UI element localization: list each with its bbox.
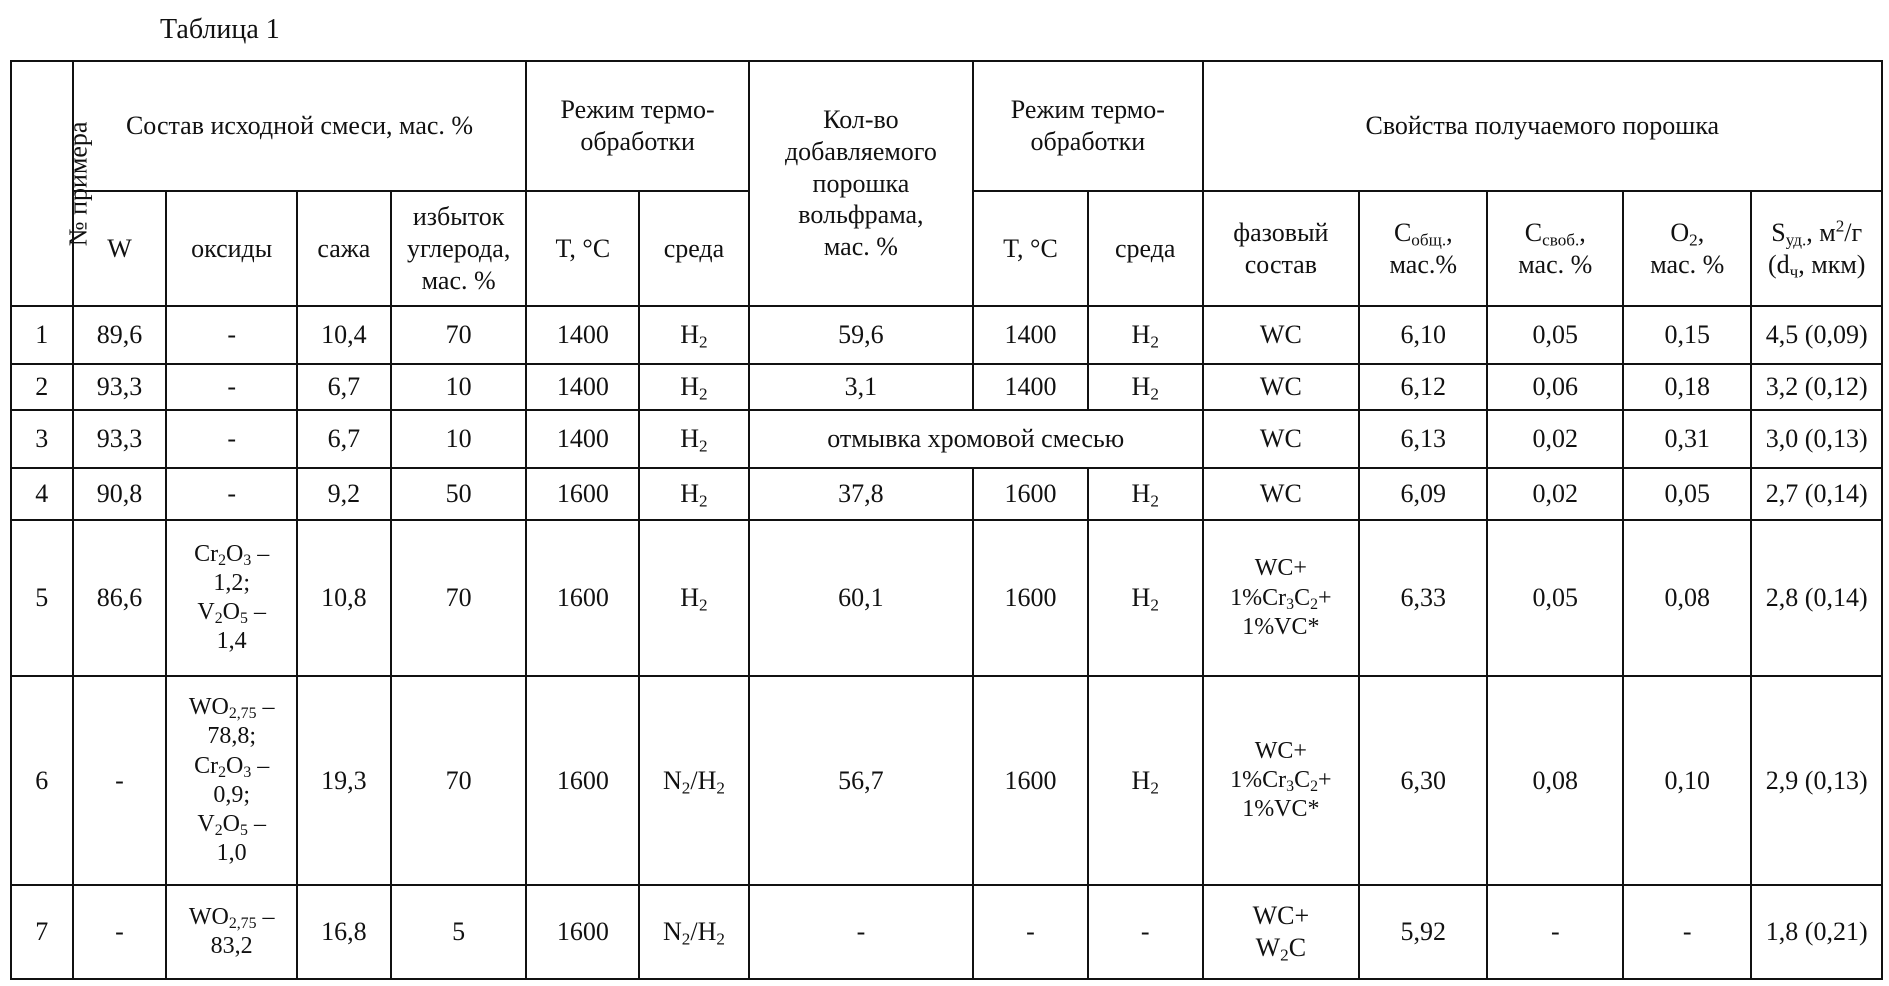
cell-w: 89,6 [73, 306, 167, 363]
cell-env2: $H_2$ [1088, 520, 1203, 676]
cell-ssa: 3,0 (0,13) [1751, 410, 1882, 467]
cell-env1: $N_2/H_2$ [639, 676, 749, 885]
cell-tungsten: 3,1 [749, 364, 973, 411]
cell-phase: WC [1203, 306, 1360, 363]
cell-w: - [73, 885, 167, 979]
cell-phase: WC [1203, 364, 1360, 411]
header-soot: сажа [297, 191, 391, 306]
cell-soot: 19,3 [297, 676, 391, 885]
cell-num: 1 [11, 306, 73, 363]
cell-ctot: 6,30 [1359, 676, 1487, 885]
header-env1: среда [639, 191, 749, 306]
cell-tungsten: 56,7 [749, 676, 973, 885]
header-env2: среда [1088, 191, 1203, 306]
cell-env2: $H_2$ [1088, 364, 1203, 411]
cell-excess: 5 [391, 885, 527, 979]
cell-env1: $H_2$ [639, 468, 749, 520]
cell-env1: $H_2$ [639, 364, 749, 411]
cell-w: 93,3 [73, 364, 167, 411]
cell-oxides: - [166, 468, 296, 520]
cell-cfree: 0,02 [1487, 468, 1623, 520]
header-t1: T, °C [526, 191, 639, 306]
cell-w: 86,6 [73, 520, 167, 676]
table-row [11, 676, 1882, 885]
cell-o2: - [1623, 885, 1751, 979]
table-row [11, 364, 1882, 411]
header-ssa: $S_{уд.}$, $м^2/г$ ($d_ч$, мкм) [1751, 191, 1882, 306]
header-num [11, 61, 93, 306]
cell-o2: 0,31 [1623, 410, 1751, 467]
cell-ctot: 6,33 [1359, 520, 1487, 676]
cell-ctot: 6,12 [1359, 364, 1487, 411]
cell-o2: 0,10 [1623, 676, 1751, 885]
cell-t1: 1400 [526, 410, 639, 467]
header-row-1 [11, 61, 1882, 191]
cell-phase: WC+ $W_2C$ [1203, 885, 1360, 979]
cell-oxides: - [166, 364, 296, 411]
cell-t2: 1400 [973, 364, 1088, 411]
cell-t2: 1600 [973, 520, 1088, 676]
cell-ssa: 2,7 (0,14) [1751, 468, 1882, 520]
cell-t1: 1400 [526, 306, 639, 363]
cell-env2: $H_2$ [1088, 676, 1203, 885]
cell-phase: WC [1203, 468, 1360, 520]
cell-t1: 1400 [526, 364, 639, 411]
cell-ctot: 6,10 [1359, 306, 1487, 363]
cell-num: 6 [11, 676, 73, 885]
header-heat2: Режим термо- обработки [973, 61, 1203, 191]
header-num-label: № примера [63, 121, 93, 246]
cell-ssa: 2,8 (0,14) [1751, 520, 1882, 676]
cell-excess: 10 [391, 364, 527, 411]
cell-phase: WC+ $1\%Cr_3C_2+$ 1%VC* [1203, 676, 1360, 885]
cell-soot: 6,7 [297, 364, 391, 411]
cell-excess: 70 [391, 306, 527, 363]
table-row [11, 410, 1882, 467]
header-composition: Состав исходной смеси, мас. % [73, 61, 527, 191]
cell-w: 93,3 [73, 410, 167, 467]
header-ctot: $С_{общ.}$, мас.% [1359, 191, 1487, 306]
cell-t1: 1600 [526, 520, 639, 676]
cell-ssa: 2,9 (0,13) [1751, 676, 1882, 885]
cell-t2: 1400 [973, 306, 1088, 363]
cell-oxides: - [166, 410, 296, 467]
cell-cfree: 0,05 [1487, 306, 1623, 363]
cell-env1: $H_2$ [639, 306, 749, 363]
cell-excess: 70 [391, 676, 527, 885]
cell-oxides: - [166, 306, 296, 363]
header-heat1: Режим термо- обработки [526, 61, 748, 191]
cell-t1: 1600 [526, 676, 639, 885]
cell-w: 90,8 [73, 468, 167, 520]
table-row [11, 885, 1882, 979]
cell-t1: 1600 [526, 468, 639, 520]
cell-t1: 1600 [526, 885, 639, 979]
cell-tungsten: 37,8 [749, 468, 973, 520]
cell-o2: 0,18 [1623, 364, 1751, 411]
cell-num: 5 [11, 520, 73, 676]
cell-env2: $H_2$ [1088, 306, 1203, 363]
cell-soot: 9,2 [297, 468, 391, 520]
cell-t2: - [973, 885, 1088, 979]
cell-ssa: 4,5 (0,09) [1751, 306, 1882, 363]
cell-excess: 10 [391, 410, 527, 467]
cell-tungsten: 59,6 [749, 306, 973, 363]
cell-env1: $N_2/H_2$ [639, 885, 749, 979]
cell-soot: 10,8 [297, 520, 391, 676]
cell-ctot: 5,92 [1359, 885, 1487, 979]
cell-cfree: 0,06 [1487, 364, 1623, 411]
cell-env1: $H_2$ [639, 410, 749, 467]
table-caption: Таблица 1 [160, 14, 280, 45]
data-table [10, 60, 1883, 980]
header-tungsten: Кол-во добавляемого порошка вольфрама, мас. % [749, 61, 973, 306]
header-o2: $O_2$, мас. % [1623, 191, 1751, 306]
cell-cfree: - [1487, 885, 1623, 979]
cell-soot: 10,4 [297, 306, 391, 363]
cell-oxides: $WO_{2,75}$ – 78,8; $Cr_2O_3$ – 0,9; $V_2O_5$ – 1,0 [166, 676, 296, 885]
cell-w: - [73, 676, 167, 885]
cell-t2: 1600 [973, 468, 1088, 520]
table-row [11, 520, 1882, 676]
cell-env2: - [1088, 885, 1203, 979]
header-oxides: оксиды [166, 191, 296, 306]
cell-o2: 0,15 [1623, 306, 1751, 363]
cell-cfree: 0,08 [1487, 676, 1623, 885]
header-cfree: $С_{своб.}$, мас. % [1487, 191, 1623, 306]
cell-phase: WC [1203, 410, 1360, 467]
cell-num: 7 [11, 885, 73, 979]
header-w: W [73, 191, 167, 306]
cell-merged-washing: отмывка хромовой смесью [749, 410, 1203, 467]
cell-num: 3 [11, 410, 73, 467]
header-props: Свойства получаемого порошка [1203, 61, 1882, 191]
cell-env2: $H_2$ [1088, 468, 1203, 520]
cell-t2: 1600 [973, 676, 1088, 885]
cell-o2: 0,05 [1623, 468, 1751, 520]
cell-cfree: 0,02 [1487, 410, 1623, 467]
header-t2: T, °C [973, 191, 1088, 306]
table-row [11, 306, 1882, 363]
cell-o2: 0,08 [1623, 520, 1751, 676]
cell-excess: 70 [391, 520, 527, 676]
cell-cfree: 0,05 [1487, 520, 1623, 676]
cell-num: 4 [11, 468, 73, 520]
cell-ssa: 1,8 (0,21) [1751, 885, 1882, 979]
cell-oxides: $Cr_2O_3$ – 1,2; $V_2O_5$ – 1,4 [166, 520, 296, 676]
cell-phase: WC+ $1\%Cr_3C_2+$ 1%VC* [1203, 520, 1360, 676]
cell-ctot: 6,09 [1359, 468, 1487, 520]
cell-ctot: 6,13 [1359, 410, 1487, 467]
header-excess: избыток углерода, мас. % [391, 191, 527, 306]
cell-tungsten: 60,1 [749, 520, 973, 676]
cell-env1: $H_2$ [639, 520, 749, 676]
cell-soot: 6,7 [297, 410, 391, 467]
cell-tungsten: - [749, 885, 973, 979]
cell-soot: 16,8 [297, 885, 391, 979]
cell-ssa: 3,2 (0,12) [1751, 364, 1882, 411]
header-phase: фазовый состав [1203, 191, 1360, 306]
cell-oxides: $WO_{2,75}$ – 83,2 [166, 885, 296, 979]
table-row [11, 468, 1882, 520]
cell-excess: 50 [391, 468, 527, 520]
cell-num: 2 [11, 364, 73, 411]
